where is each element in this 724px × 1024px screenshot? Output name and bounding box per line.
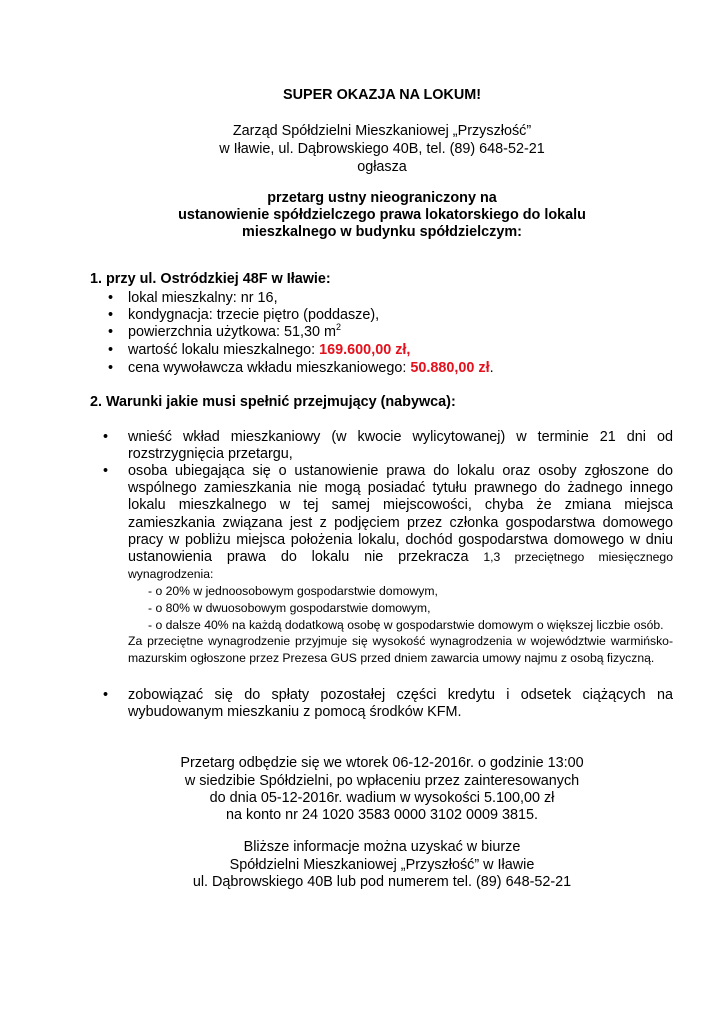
bullet-icon: • bbox=[108, 342, 114, 358]
income-rule-2: - o 80% w dwuosobowym gospodarstwie domowym, bbox=[148, 601, 431, 616]
tender-title-line-3: mieszkalnego w budynku spółdzielczym: bbox=[242, 224, 522, 240]
starting-price-end: . bbox=[489, 360, 494, 376]
income-rule-3: - o dalsze 40% na każdą dodatkową osobę w gospodarstwie domowym o większej liczbie osób. bbox=[148, 617, 664, 632]
starting-price-label: cena wywoławcza wkładu mieszkaniowego: bbox=[128, 360, 411, 376]
tender-title-line-1: przetarg ustny nieograniczony na bbox=[267, 190, 497, 206]
condition-deposit: wnieść wkład mieszkaniowy (w kwocie wylicytowanej) w terminie 21 dni od rozstrzygnięcia przetargu, bbox=[128, 429, 673, 463]
intro-line-1: Zarząd Spółdzielni Mieszkaniowej „Przyszłość” bbox=[232, 123, 532, 139]
condition-loan: zobowiązać się do spłaty pozostałej części kredytu i odsetek ciążących na wybudowanym mieszkaniu z pomocą środków KFM. bbox=[128, 687, 673, 721]
bullet-icon: • bbox=[103, 429, 109, 445]
list-item bbox=[103, 429, 673, 463]
schedule-line-4: na konto nr 24 1020 3583 0000 3102 0009 3815. bbox=[225, 807, 539, 823]
apartment-value-amount: 169.600,00 zł, bbox=[319, 342, 411, 358]
contact-line-2: Spółdzielni Mieszkaniowej „Przyszłość” w Iławie bbox=[229, 857, 535, 873]
income-limit: 1,3 przeciętnego miesięcznego wynagrodzenia: bbox=[128, 550, 673, 582]
tender-title-line-2: ustanowienie spółdzielczego prawa lokatorskiego do lokalu bbox=[178, 207, 586, 223]
list-item bbox=[103, 687, 673, 721]
floor-level: kondygnacja: trzecie piętro (poddasze), bbox=[128, 307, 380, 323]
condition-eligibility-text: osoba ubiegająca się o ustanowienie prawa do lokalu oraz osoby zgłoszone do wspólnego zamieszkania nie mogą posiadać tytułu prawnego do żadnego innego lokalu mieszkalnego w tej samej miejscowości, chyba że zmiana miejsca zamieszkania związana jest z podjęciem przez członka gospodarstwa domowego pracy w pobliżu miejsca położenia lokalu, dochód gospodarstwa domowego w dniu ustanowienia prawa do lokalu nie przekracza bbox=[128, 463, 673, 566]
schedule-line-2: w siedzibie Spółdzielni, po wpłaceniu przez zainteresowanych bbox=[184, 773, 580, 789]
bullet-icon: • bbox=[103, 687, 109, 703]
salary-note: Za przeciętne wynagrodzenie przyjmuje się wysokość wynagrodzenia w województwie warmińsko-mazurskim ogłoszone przez Prezesa GUS przed dniem zawarcia umowy najmu z osobą fizyczną. bbox=[128, 634, 673, 665]
bullet-icon: • bbox=[108, 290, 114, 306]
intro-line-3: ogłasza bbox=[357, 159, 407, 175]
contact-line-1: Bliższe informacje można uzyskać w biurze bbox=[243, 839, 521, 855]
section-1-title: 1. przy ul. Ostródzkiej 48F w Iławie: bbox=[90, 271, 331, 287]
floor-area-unit-superscript: 2 bbox=[335, 322, 341, 333]
intro-line-2: w Iławie, ul. Dąbrowskiego 40B, tel. (89) 648-52-21 bbox=[219, 141, 545, 157]
contact-line-3: ul. Dąbrowskiego 40B lub pod numerem tel. (89) 648-52-21 bbox=[192, 874, 572, 890]
apartment-value-label: wartość lokalu mieszkalnego: bbox=[128, 342, 320, 358]
bullet-icon: • bbox=[108, 307, 114, 323]
schedule-line-3: do dnia 05-12-2016r. wadium w wysokości 5.100,00 zł bbox=[209, 790, 555, 806]
income-rule-1: - o 20% w jednoosobowym gospodarstwie domowym, bbox=[148, 584, 438, 599]
floor-area bbox=[128, 323, 341, 341]
list-item bbox=[103, 463, 673, 666]
page-title: SUPER OKAZJA NA LOKUM! bbox=[282, 87, 481, 103]
condition-eligibility bbox=[128, 463, 673, 666]
apartment-number: lokal mieszkalny: nr 16, bbox=[128, 290, 278, 306]
floor-area-text: powierzchnia użytkowa: 51,30 m bbox=[128, 324, 336, 340]
bullet-icon: • bbox=[103, 463, 109, 479]
bullet-icon: • bbox=[108, 324, 114, 340]
starting-price-amount: 50.880,00 zł bbox=[410, 360, 490, 376]
schedule-line-1: Przetarg odbędzie się we wtorek 06-12-2016r. o godzinie 13:00 bbox=[180, 755, 584, 771]
starting-price bbox=[128, 359, 494, 377]
section-2-title: 2. Warunki jakie musi spełnić przejmujący (nabywca): bbox=[90, 394, 456, 410]
apartment-value bbox=[128, 341, 410, 359]
bullet-icon: • bbox=[108, 360, 114, 376]
